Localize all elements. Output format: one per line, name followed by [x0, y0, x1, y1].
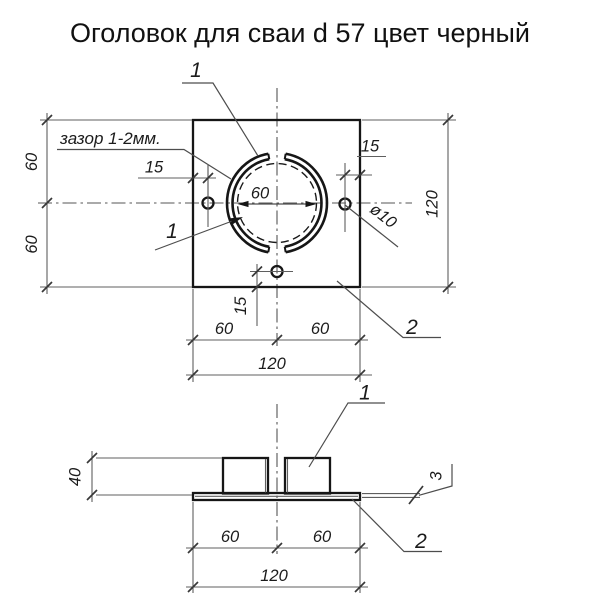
callout-text: 1 — [359, 381, 371, 405]
sleeve-wall-left — [223, 458, 268, 494]
gap-note-text: зазор 1-2мм. — [60, 129, 161, 148]
dim-hole-offset-bottom — [232, 264, 262, 326]
sleeve-wall-right — [285, 458, 330, 494]
dim-text: ø10 — [366, 200, 400, 232]
dim-sleeve-height — [67, 451, 223, 502]
dim-text: 120 — [260, 567, 288, 585]
callout-text: 2 — [406, 316, 418, 339]
dim-text: 60 — [250, 184, 270, 203]
callout-sleeve-inner — [155, 217, 243, 250]
dim-text: 120 — [258, 355, 286, 373]
callout-text: 2 — [415, 530, 427, 553]
dim-lines — [92, 451, 222, 502]
dim-text: 120 — [423, 190, 442, 218]
dim-hole-diameter — [345, 200, 400, 247]
extension-lines — [362, 494, 420, 498]
arrowhead-left — [238, 201, 249, 207]
top-view — [23, 59, 456, 382]
dim-text: 15 — [144, 158, 164, 177]
dim-bottom-total — [186, 567, 368, 592]
callout-base-plate — [352, 499, 442, 553]
dim-text-right: 60 — [312, 528, 332, 546]
dim-text: 3 — [427, 471, 446, 481]
dim-text: 15 — [360, 137, 380, 156]
arrowhead-right — [306, 201, 317, 207]
callout-text: 1 — [190, 59, 202, 82]
dim-text: 15 — [232, 296, 250, 316]
side-view — [67, 382, 453, 594]
dim-hole-offset-left — [138, 159, 216, 199]
dim-text-left: 60 — [220, 528, 240, 546]
callout-text: 1 — [166, 220, 178, 243]
callout-base-plate — [337, 281, 441, 339]
dim-text-right: 60 — [310, 320, 330, 338]
dim-text-upper: 60 — [23, 152, 41, 172]
dim-bottom-total — [186, 355, 372, 380]
dim-text: 40 — [66, 467, 85, 487]
dim-plate-thickness — [362, 464, 452, 504]
dim-text-left: 60 — [214, 320, 234, 338]
drawing-title: Оголовок для сваи d 57 цвет черный — [70, 18, 530, 48]
callout-sleeve — [309, 382, 385, 468]
callout-leader — [337, 281, 441, 338]
dim-text-lower: 60 — [23, 235, 41, 254]
